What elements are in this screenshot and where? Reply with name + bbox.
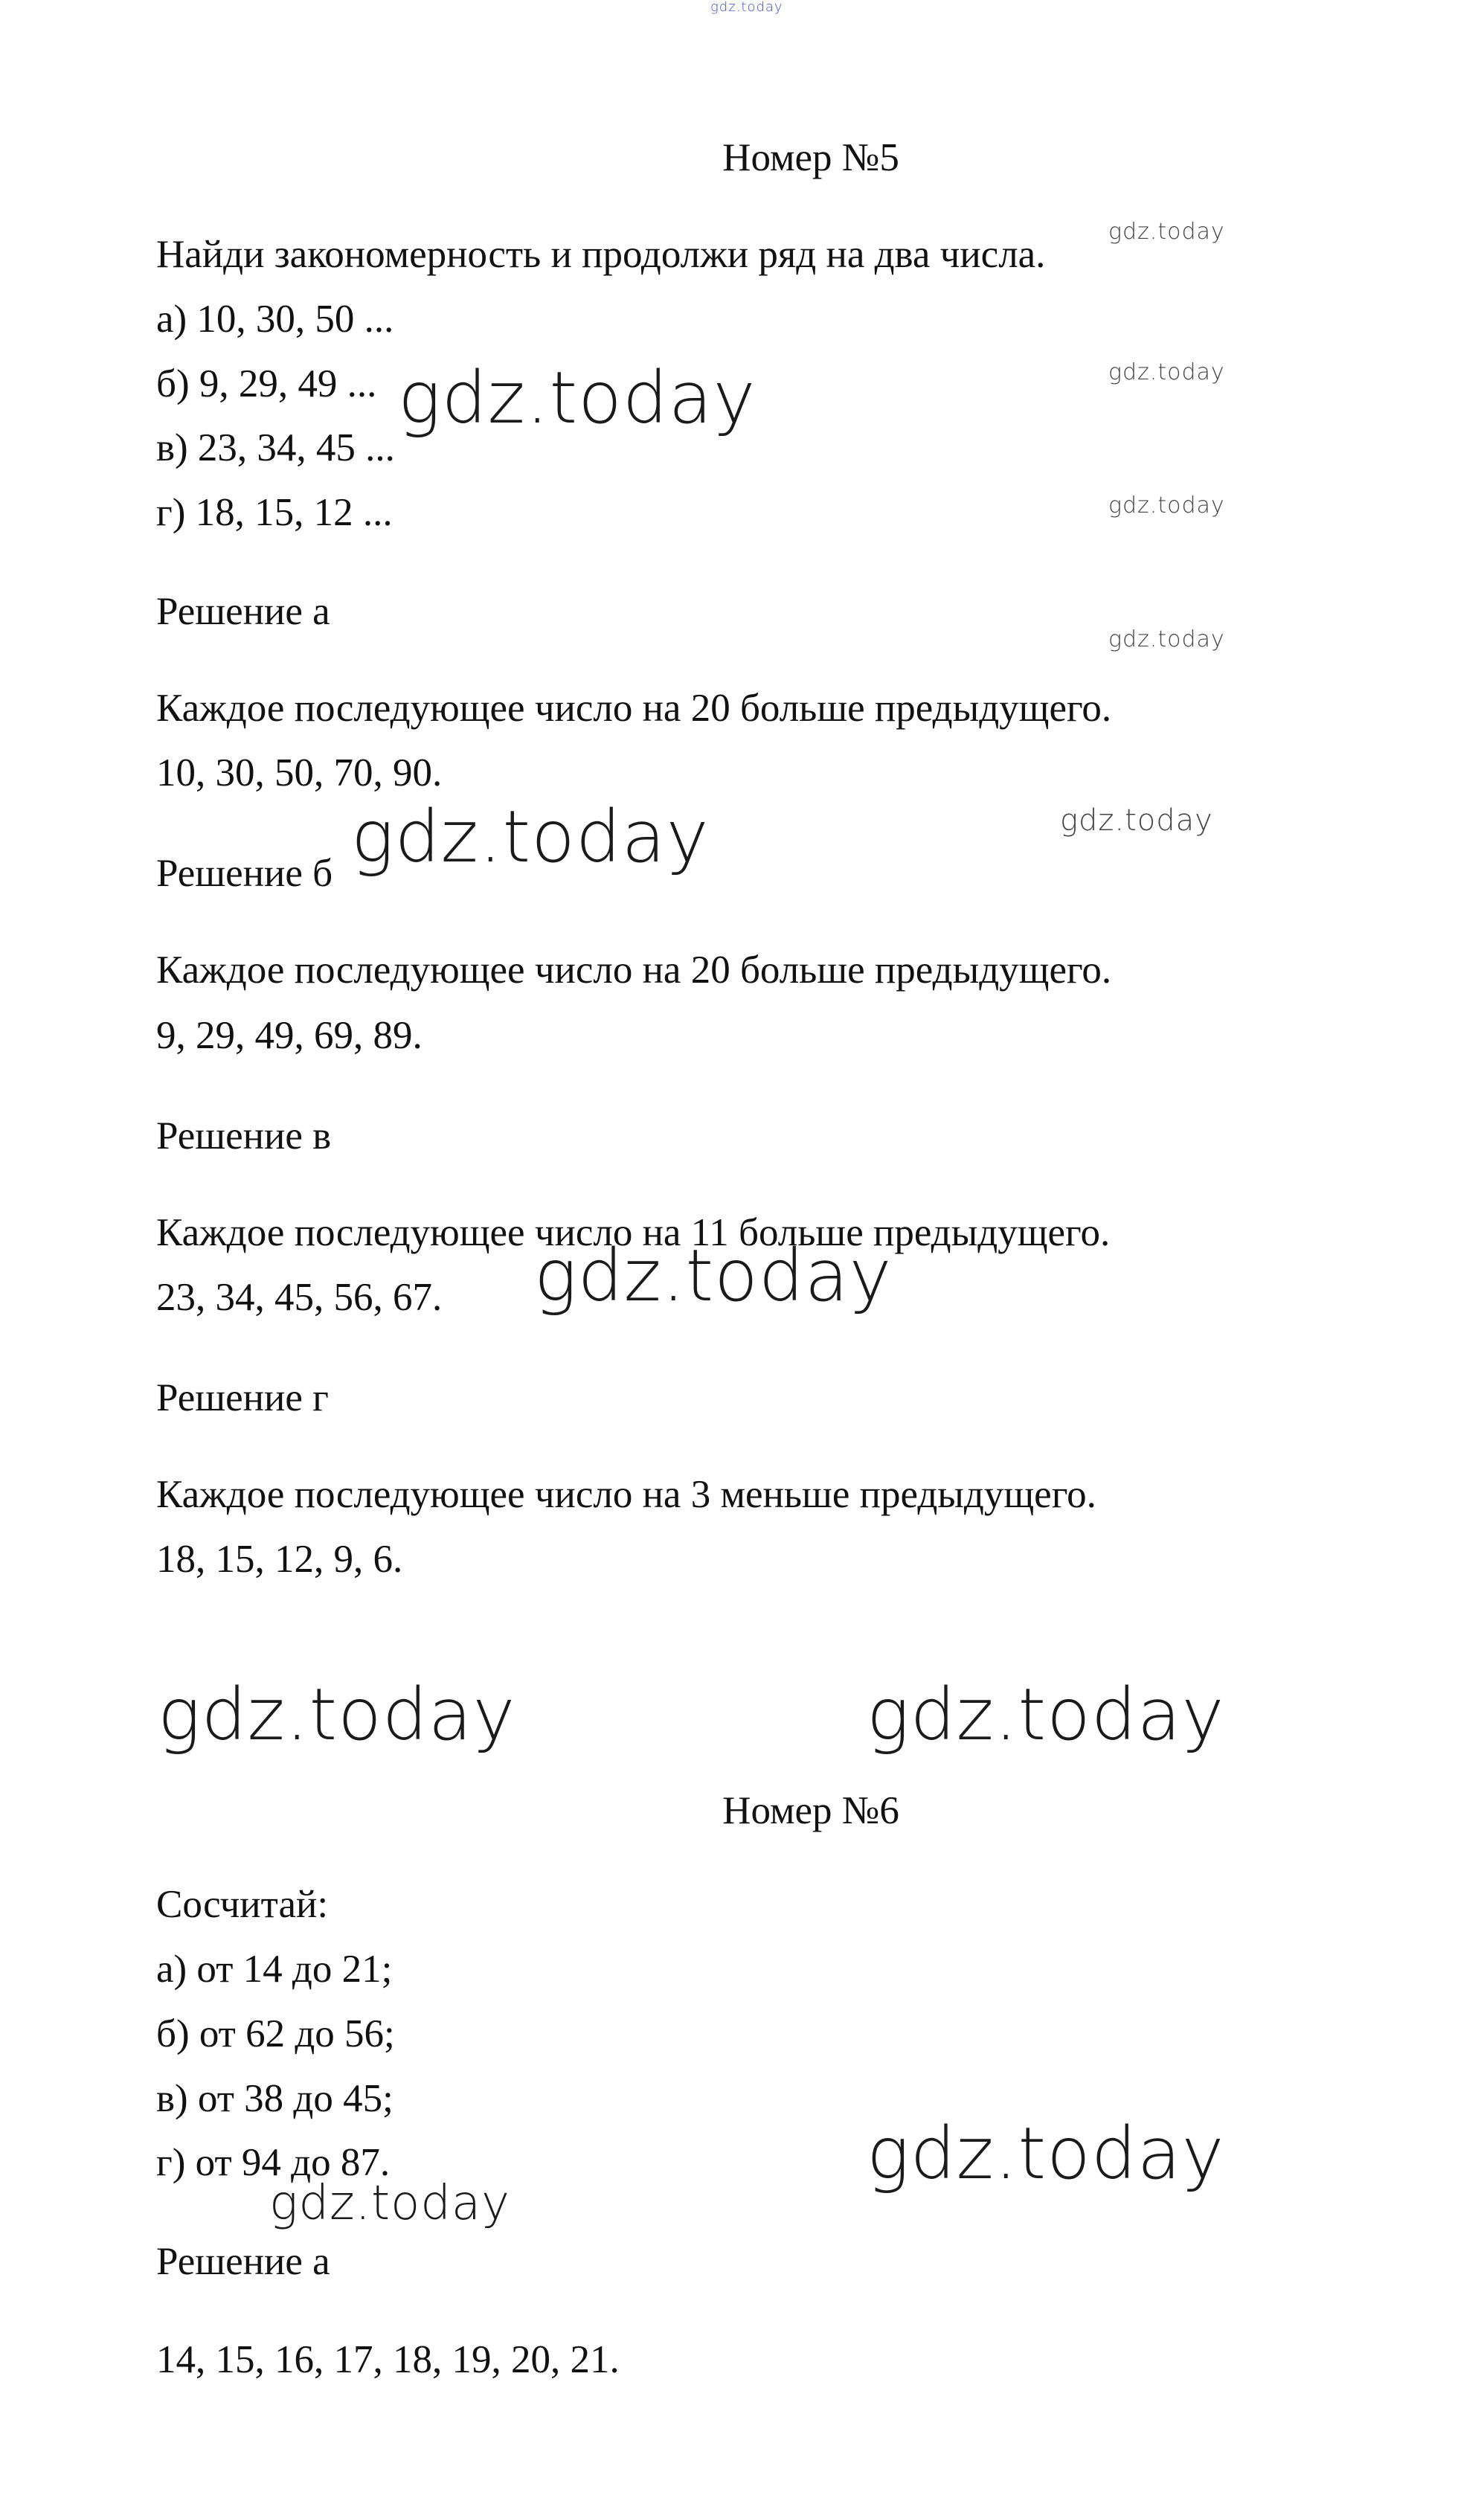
problem5-solution-c-answer: 23, 34, 45, 56, 67. [156, 1276, 443, 1319]
problem5-item-c: в) 23, 34, 45 ... [156, 426, 395, 469]
watermark-small: gdz.today [1108, 626, 1225, 652]
watermark-large: gdz.today [867, 1673, 1225, 1756]
problem6-title: Номер №6 [722, 1789, 899, 1832]
problem6-solution-a-heading: Решение а [156, 2240, 330, 2283]
problem5-solution-a-heading: Решение а [156, 590, 330, 633]
problem5-solution-a-rule: Каждое последующее число на 20 больше предыдущего. [156, 687, 1112, 730]
problem5-solution-b-heading: Решение б [156, 852, 333, 895]
problem5-title: Номер №5 [722, 136, 899, 179]
problem5-item-d: г) 18, 15, 12 ... [156, 491, 393, 534]
watermark-large: gdz.today [534, 1234, 893, 1317]
watermark-small: gdz.today [1060, 803, 1213, 838]
problem6-task: Сосчитай: [156, 1883, 329, 1926]
watermark-large: gdz.today [867, 2112, 1225, 2195]
watermark-small: gdz.today [1108, 219, 1225, 245]
watermark-small: gdz.today [1108, 359, 1225, 385]
problem5-task: Найди закономерность и продолжи ряд на два числа. [156, 233, 1046, 276]
watermark-large: gdz.today [158, 1673, 516, 1756]
problem5-solution-d-heading: Решение г [156, 1376, 329, 1419]
problem5-solution-d-rule: Каждое последующее число на 3 меньше предыдущего. [156, 1473, 1096, 1516]
problem6-item-a: а) от 14 до 21; [156, 1948, 393, 1991]
problem5-solution-a-answer: 10, 30, 50, 70, 90. [156, 751, 443, 795]
watermark-large: gdz.today [398, 356, 757, 440]
problem6-item-d: г) от 94 до 87. [156, 2141, 391, 2184]
problem5-item-b: б) 9, 29, 49 ... [156, 362, 377, 405]
problem6-item-c: в) от 38 до 45; [156, 2077, 394, 2120]
watermark-medium: gdz.today [269, 2176, 510, 2231]
watermark-top: gdz.today [710, 0, 783, 15]
problem5-solution-b-rule: Каждое последующее число на 20 больше предыдущего. [156, 948, 1112, 992]
problem5-solution-d-answer: 18, 15, 12, 9, 6. [156, 1538, 403, 1581]
problem6-solution-a-answer: 14, 15, 16, 17, 18, 19, 20, 21. [156, 2338, 620, 2381]
problem6-item-b: б) от 62 до 56; [156, 2012, 395, 2055]
problem5-solution-c-rule: Каждое последующее число на 11 больше предыдущего. [156, 1211, 1111, 1254]
watermark-large: gdz.today [351, 795, 710, 879]
watermark-small: gdz.today [1108, 492, 1225, 519]
problem5-solution-c-heading: Решение в [156, 1114, 332, 1158]
problem5-item-a: а) 10, 30, 50 ... [156, 298, 394, 341]
problem5-solution-b-answer: 9, 29, 49, 69, 89. [156, 1014, 423, 1057]
